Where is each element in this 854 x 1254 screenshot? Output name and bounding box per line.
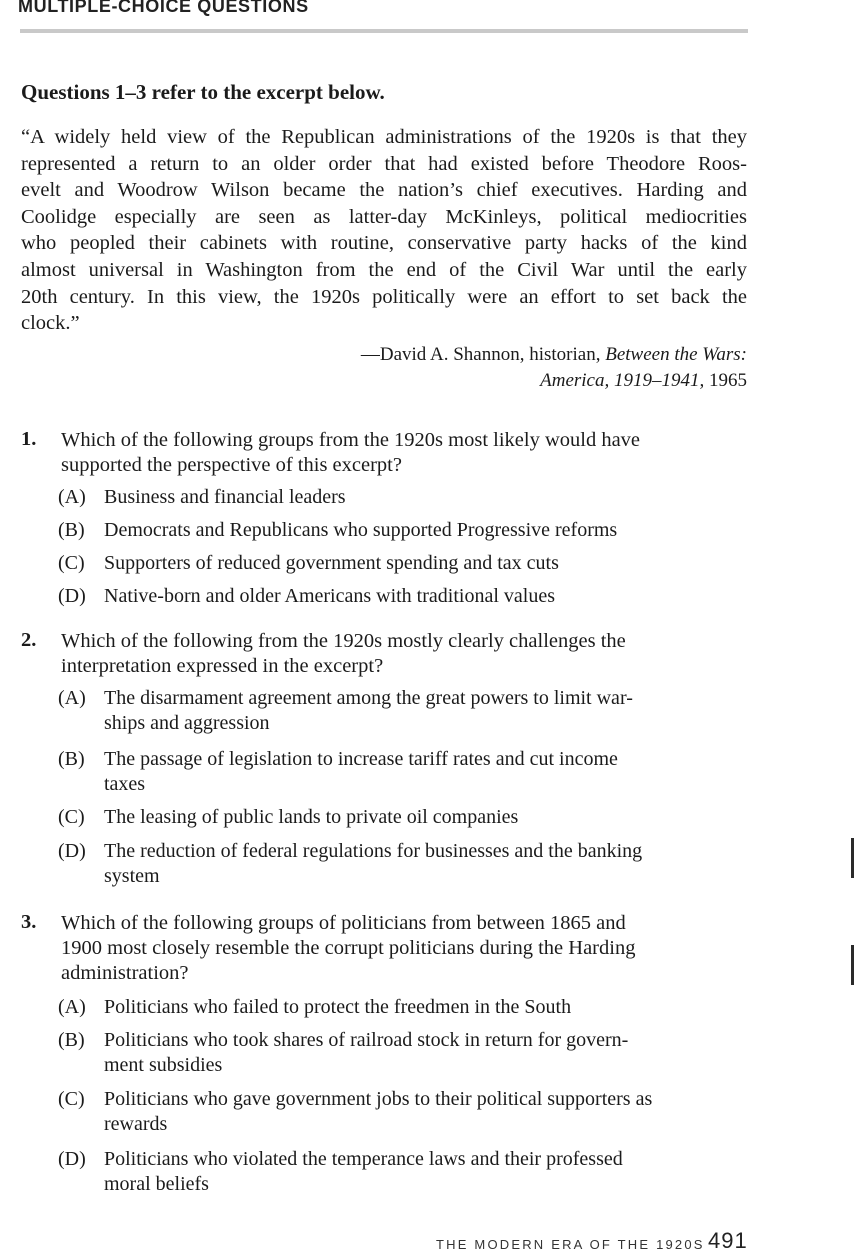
question-stem bbox=[61, 428, 741, 478]
excerpt-line: clock.” bbox=[21, 312, 80, 335]
page-number: 491 bbox=[708, 1228, 748, 1253]
choice-text: ships and aggression bbox=[104, 712, 270, 734]
choice-letter: (B) bbox=[58, 519, 85, 541]
choice-text: Native-born and older Americans with traditional values bbox=[104, 585, 555, 607]
stem-line: Which of the following from the 1920s mostly clearly challenges the bbox=[61, 630, 626, 652]
excerpt-line: represented a return to an older order that had existed before Theodore Roos- bbox=[21, 152, 747, 175]
question-number: 3. bbox=[21, 911, 37, 933]
choice-text: moral beliefs bbox=[104, 1173, 209, 1195]
stem-line: Which of the following groups from the 1920s most likely would have bbox=[61, 429, 641, 451]
question-stem bbox=[61, 629, 741, 679]
question-stem bbox=[61, 911, 741, 986]
choice-text: The reduction of federal regulations for businesses and the banking bbox=[104, 840, 643, 862]
choice-letter: (D) bbox=[58, 585, 86, 607]
attribution-author: —David A. Shannon, historian, bbox=[360, 344, 606, 365]
excerpt-line: Coolidge especially are seen as latter-day McKinleys, political mediocrities bbox=[21, 205, 747, 228]
choice-text: Politicians who took shares of railroad stock in return for govern- bbox=[104, 1029, 629, 1051]
choice-text: Democrats and Republicans who supported Progressive reforms bbox=[104, 519, 618, 541]
stem-line: administration? bbox=[61, 962, 189, 984]
question-number: 2. bbox=[21, 629, 37, 651]
choice-letter: (C) bbox=[58, 806, 85, 828]
choice-text: system bbox=[104, 865, 160, 887]
choice-letter: (A) bbox=[58, 687, 86, 709]
choice-text: Supporters of reduced government spending and tax cuts bbox=[104, 552, 559, 574]
choice-letter: (A) bbox=[58, 996, 86, 1018]
section-title: MULTIPLE-CHOICE QUESTIONS bbox=[18, 0, 309, 16]
excerpt-quote bbox=[21, 124, 747, 337]
choice-letter: (A) bbox=[58, 486, 86, 508]
attribution-book-subtitle: America, 1919–1941, bbox=[540, 370, 705, 391]
choice-text: The disarmament agreement among the great powers to limit war- bbox=[104, 687, 633, 709]
excerpt-line: evelt and Woodrow Wilson became the nation’s chief executives. Harding and bbox=[21, 179, 747, 202]
choice-text: rewards bbox=[104, 1113, 168, 1135]
excerpt-line: who peopled their cabinets with routine, conservative party hacks of the kind bbox=[21, 232, 747, 255]
stem-line: interpretation expressed in the excerpt? bbox=[61, 655, 384, 677]
choice-letter: (C) bbox=[58, 552, 85, 574]
stem-line: Which of the following groups of politicians from between 1865 and bbox=[61, 912, 626, 934]
choice-text: Politicians who failed to protect the freedmen in the South bbox=[104, 996, 572, 1018]
header-divider bbox=[20, 29, 748, 33]
choice-letter: (D) bbox=[58, 1148, 86, 1170]
choice-text: Politicians who gave government jobs to their political supporters as bbox=[104, 1088, 653, 1110]
choice-text: taxes bbox=[104, 773, 146, 795]
question-number: 1. bbox=[21, 428, 37, 450]
running-footer: THE MODERN ERA OF THE 1920S bbox=[436, 1237, 705, 1252]
excerpt-line: 20th century. In this view, the 1920s politically were an effort to set back the bbox=[21, 285, 747, 308]
stem-line: 1900 most closely resemble the corrupt politicians during the Harding bbox=[61, 937, 636, 959]
excerpt-line: almost universal in Washington from the end of the Civil War until the early bbox=[21, 258, 747, 281]
attribution-book-title: Between the Wars: bbox=[605, 344, 747, 365]
choice-text: The leasing of public lands to private oil companies bbox=[104, 806, 519, 828]
choice-letter: (D) bbox=[58, 840, 86, 862]
choice-text: Politicians who violated the temperance laws and their professed bbox=[104, 1148, 623, 1170]
questions-intro: Questions 1–3 refer to the excerpt below. bbox=[21, 80, 385, 104]
attribution-year: 1965 bbox=[704, 370, 747, 391]
excerpt-line: “A widely held view of the Republican administrations of the 1920s is that they bbox=[21, 126, 747, 148]
choice-letter: (C) bbox=[58, 1088, 85, 1110]
choice-text: ment subsidies bbox=[104, 1054, 223, 1076]
stem-line: supported the perspective of this excerpt? bbox=[61, 454, 402, 476]
choice-letter: (B) bbox=[58, 748, 85, 770]
excerpt-attribution bbox=[361, 342, 747, 394]
choice-letter: (B) bbox=[58, 1029, 85, 1051]
choice-text: The passage of legislation to increase tariff rates and cut income bbox=[104, 748, 618, 770]
choice-text: Business and financial leaders bbox=[104, 486, 346, 508]
